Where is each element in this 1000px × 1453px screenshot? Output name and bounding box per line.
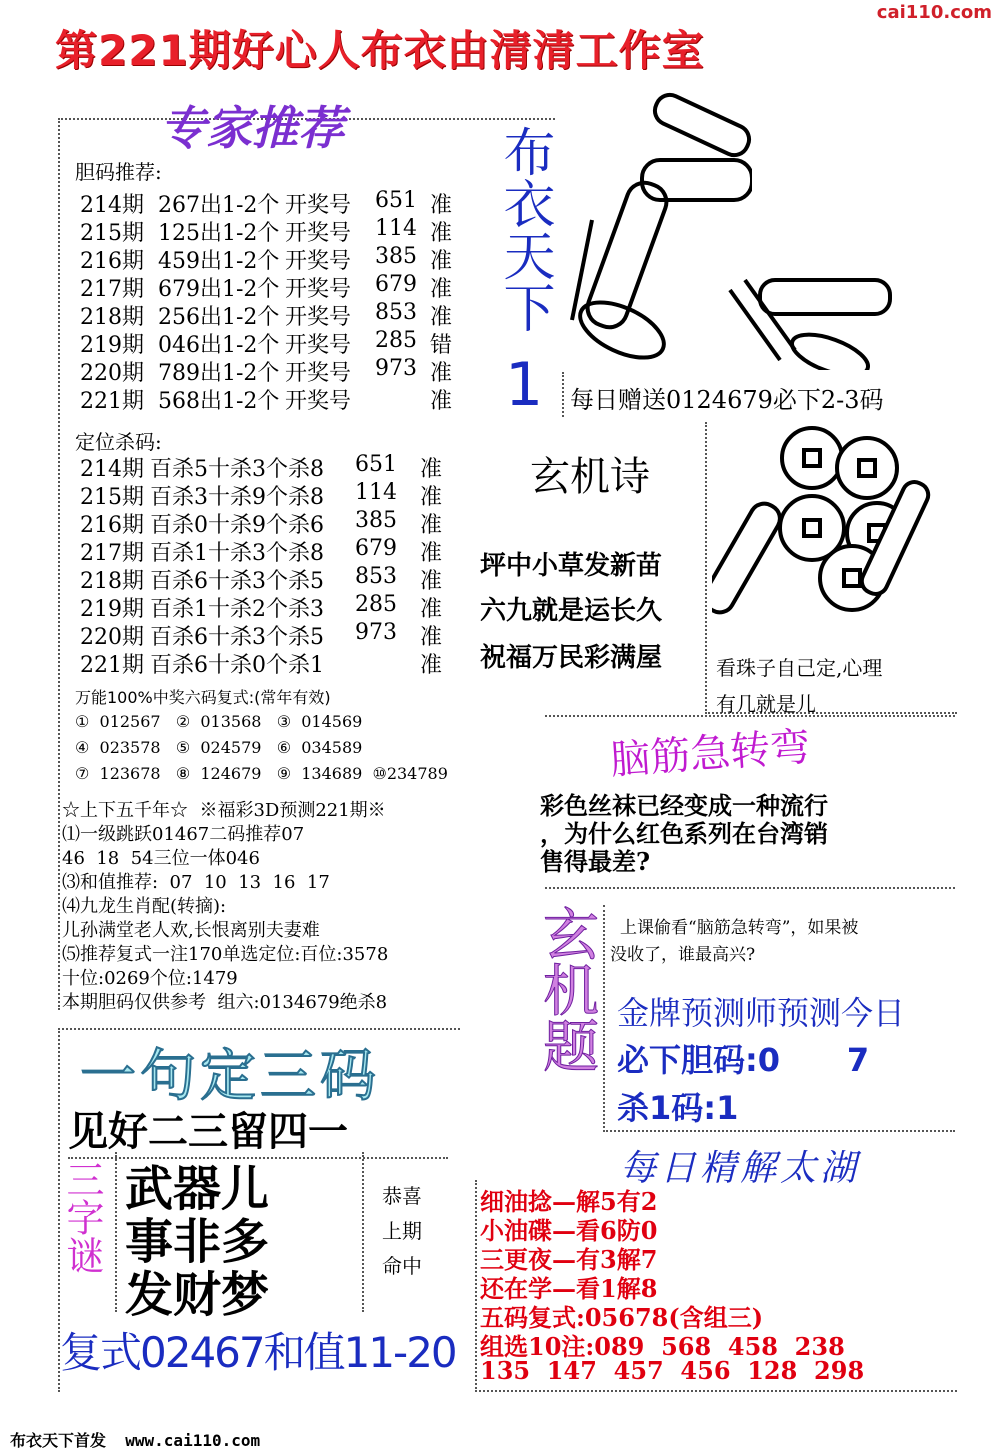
- riddle-line: ，为什么红色系列在台湾销: [540, 819, 828, 848]
- dan-res: 准: [430, 305, 453, 330]
- wanneng-row: ① 012567 ② 013568 ③ 014569: [75, 712, 363, 731]
- dan-res: 准: [430, 277, 453, 302]
- history-line: 本期胆码仅供参考 组六:0134679绝杀8: [62, 992, 388, 1013]
- daily-text: 每日赠送0124679必下2-3码: [570, 386, 884, 414]
- dan-period: 221期: [80, 389, 144, 414]
- riddle-heading: 脑筋急转弯: [608, 724, 812, 784]
- poem-heading: 玄机诗: [530, 454, 650, 500]
- dan-kj: 开奖号: [285, 249, 352, 274]
- kill-res: 准: [420, 597, 443, 622]
- kill-num: 853: [355, 564, 397, 589]
- kill-res: 准: [420, 653, 443, 678]
- taihu-line: 细油捻—解5有2: [480, 1187, 658, 1216]
- dan-period: 219期: [80, 333, 144, 358]
- dan-label: 胆码推荐:: [75, 160, 162, 184]
- congrats: 命中: [382, 1254, 422, 1278]
- taihu-box: [475, 1180, 957, 1392]
- dan-num: 853: [375, 300, 417, 325]
- riddle-line: 彩色丝袜已经变成一种流行: [540, 791, 828, 820]
- history-line: 儿孙满堂老人欢,长恨离别夫妻难: [62, 920, 320, 941]
- taihu-heading: 每日精解太湖: [620, 1148, 861, 1189]
- kill-pick: 百杀1十杀2个杀3: [150, 597, 324, 622]
- dan-period: 217期: [80, 277, 144, 302]
- kill-pick: 百杀6十杀3个杀5: [150, 569, 324, 594]
- site-logo[interactable]: cai110.com: [876, 2, 992, 23]
- taihu-line: 135 147 457 456 128 298: [480, 1356, 865, 1385]
- dan-pick: 679出1-2个: [158, 277, 280, 302]
- dan-kj: 开奖号: [285, 333, 352, 358]
- dan-res: 错: [430, 333, 453, 358]
- xuanji-question: 没收了，谁最高兴?: [610, 945, 756, 965]
- kill-num: 285: [355, 592, 397, 617]
- dan-num: 285: [375, 328, 417, 353]
- dan-res: 准: [430, 221, 453, 246]
- kill-period: 216期: [80, 513, 144, 538]
- kill-period: 219期: [80, 597, 144, 622]
- kill-res: 准: [420, 541, 443, 566]
- dan-period: 220期: [80, 361, 144, 386]
- dan-num: 114: [375, 216, 417, 241]
- kill-period: 221期: [80, 653, 144, 678]
- dan-kj: 开奖号: [285, 389, 352, 414]
- page-title: 第221期好心人布衣由清清工作室: [55, 26, 705, 70]
- kill-num: 114: [355, 480, 397, 505]
- xuanji-vertical: 玄机题: [534, 905, 599, 1073]
- dan-num: 651: [375, 188, 417, 213]
- gold-line: 金牌预测师预测今日: [617, 994, 906, 1032]
- footer-text[interactable]: 布衣天下首发 www.cai110.com: [10, 1431, 261, 1450]
- gold-line: 必下胆码:0 7: [617, 1041, 870, 1079]
- kill-num: 973: [355, 620, 397, 645]
- dan-num: 679: [375, 272, 417, 297]
- yiju-phrase: 见好二三留四一: [68, 1100, 448, 1159]
- kill-res: 准: [420, 625, 443, 650]
- history-line: 46 18 54三位一体046: [62, 848, 260, 869]
- kill-period: 220期: [80, 625, 144, 650]
- dan-pick: 256出1-2个: [158, 305, 280, 330]
- dan-pick: 789出1-2个: [158, 361, 280, 386]
- kill-pick: 百杀6十杀0个杀1: [150, 653, 324, 678]
- yiju-riddle: 事非多: [125, 1214, 270, 1270]
- riddle-line: 售得最差?: [540, 847, 651, 876]
- history-line: 十位:0269个位:1479: [62, 968, 238, 989]
- dan-num: 385: [375, 244, 417, 269]
- poem-line: 坪中小草发新苗: [480, 551, 663, 581]
- kill-pick: 百杀0十杀9个杀6: [150, 513, 324, 538]
- yiju-fushi: 复式02467和值11-20: [60, 1328, 456, 1377]
- coins-image-right: [720, 220, 900, 370]
- poem-note: 看珠子自己定,心理: [716, 656, 883, 680]
- expert-heading: 专家推荐: [160, 101, 344, 155]
- dan-period: 218期: [80, 305, 144, 330]
- yiju-riddle: 发财梦: [125, 1267, 270, 1323]
- kill-pick: 百杀5十杀3个杀8: [150, 457, 324, 482]
- dan-res: 准: [430, 361, 453, 386]
- kill-label: 定位杀码:: [75, 430, 162, 454]
- wanneng-label: 万能100%中奖六码复式:(常年有效): [75, 688, 331, 707]
- dan-res: 准: [430, 249, 453, 274]
- kill-res: 准: [420, 569, 443, 594]
- kill-num: 679: [355, 536, 397, 561]
- congrats: 恭喜: [382, 1184, 422, 1208]
- kill-res: 准: [420, 513, 443, 538]
- dan-kj: 开奖号: [285, 221, 352, 246]
- history-line: ⑶和值推荐: 07 10 13 16 17: [62, 872, 330, 893]
- buyi-number: 1: [505, 350, 544, 420]
- kill-res: 准: [420, 485, 443, 510]
- kill-num: 385: [355, 508, 397, 533]
- history-line: ⑷九龙生肖配(转摘):: [62, 896, 227, 917]
- congrats: 上期: [382, 1219, 422, 1243]
- taihu-line: 小油碟—看6防0: [480, 1216, 658, 1245]
- kill-pick: 百杀1十杀3个杀8: [150, 541, 324, 566]
- dan-kj: 开奖号: [285, 277, 352, 302]
- dan-kj: 开奖号: [285, 193, 352, 218]
- kill-num: 651: [355, 452, 397, 477]
- gold-line: 杀1码:1: [617, 1089, 739, 1127]
- dan-period: 215期: [80, 221, 144, 246]
- dan-period: 214期: [80, 193, 144, 218]
- kill-pick: 百杀6十杀3个杀5: [150, 625, 324, 650]
- kill-res: 准: [420, 457, 443, 482]
- dan-period: 216期: [80, 249, 144, 274]
- history-line: ☆上下五千年☆ ※福彩3D预测221期※: [62, 800, 386, 821]
- coins-image-mid: [712, 418, 937, 643]
- poem-line: 六九就是运长久: [480, 596, 663, 626]
- dan-num: 973: [375, 356, 417, 381]
- yiju-heading: 一句定三码: [80, 1044, 380, 1109]
- dan-kj: 开奖号: [285, 361, 352, 386]
- dan-kj: 开奖号: [285, 305, 352, 330]
- dan-pick: 125出1-2个: [158, 221, 280, 246]
- dan-pick: 046出1-2个: [158, 333, 280, 358]
- dan-pick: 267出1-2个: [158, 193, 280, 218]
- kill-period: 218期: [80, 569, 144, 594]
- history-line: ⑸推荐复式一注170单选定位:百位:3578: [62, 944, 389, 965]
- taihu-line: 三更夜—有3解7: [480, 1245, 658, 1274]
- taihu-line: 五码复式:05678(含组三): [480, 1303, 764, 1332]
- dan-pick: 568出1-2个: [158, 389, 280, 414]
- yiju-label: 三字谜: [60, 1160, 104, 1274]
- taihu-line: 组选10注:089 568 458 238: [480, 1332, 845, 1361]
- buyi-vertical: 布衣天下: [494, 125, 554, 333]
- poem-note: 有几就是儿: [716, 692, 816, 716]
- wanneng-row: ⑦ 123678 ⑧ 124679 ⑨ 134689 ⑩234789: [75, 764, 448, 783]
- dan-pick: 459出1-2个: [158, 249, 280, 274]
- wanneng-row: ④ 023578 ⑤ 024579 ⑥ 034589: [75, 738, 363, 757]
- kill-period: 214期: [80, 457, 144, 482]
- yiju-riddle: 武器儿: [125, 1161, 270, 1217]
- dan-res: 准: [430, 389, 453, 414]
- taihu-line: 还在学—看1解8: [480, 1274, 658, 1303]
- kill-pick: 百杀3十杀9个杀8: [150, 485, 324, 510]
- dan-res: 准: [430, 193, 453, 218]
- xuanji-question: 上课偷看“脑筋急转弯”，如果被: [620, 918, 859, 938]
- kill-period: 215期: [80, 485, 144, 510]
- history-line: ⑴一级跳跃01467二码推荐07: [62, 824, 305, 845]
- poem-line: 祝福万民彩满屋: [480, 643, 663, 673]
- kill-period: 217期: [80, 541, 144, 566]
